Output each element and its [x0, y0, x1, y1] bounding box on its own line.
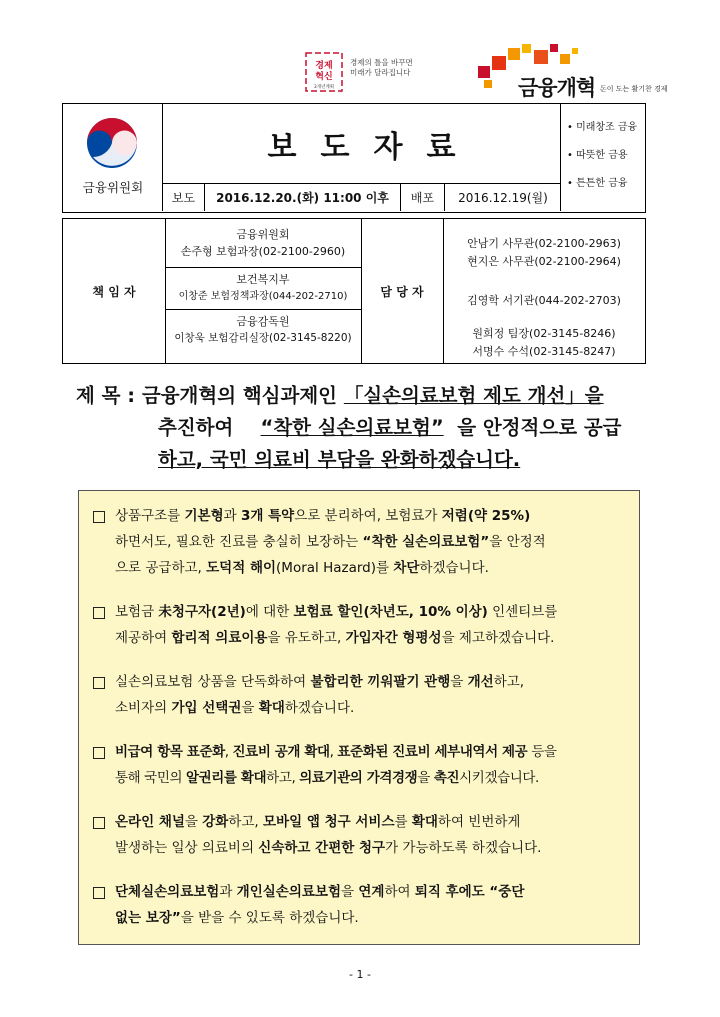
txt: 을: [341, 884, 359, 900]
resp-person: 손주형 보험과장(02-2100-2960): [180, 245, 346, 258]
txt: 저렴(약 25%): [441, 508, 531, 524]
txt: 제공하여: [115, 630, 172, 646]
txt: 을: [417, 770, 434, 786]
txt: 시키겠습니다.: [459, 770, 539, 786]
txt: 하면서도, 필요한 진료를 충실히 보장하는: [115, 534, 363, 550]
press-header: [62, 103, 646, 213]
txt: 을: [450, 674, 468, 690]
txt: 단체실손의료보험: [115, 884, 220, 900]
subject-text: 금융개혁의 핵심과제인: [141, 384, 338, 407]
txt: 을: [241, 700, 259, 716]
bullet-line: [115, 625, 625, 651]
resp-person: 이창욱 보험감리실장(02-3145-8220): [174, 332, 352, 344]
subject-text: “착한 실손의료보험”: [260, 416, 444, 439]
agency-cell: [63, 104, 163, 211]
slogan-item: • 튼튼한 금융: [567, 178, 628, 189]
txt: 개선: [467, 674, 494, 690]
press-title: 보도자료: [267, 129, 480, 165]
txt: 으로 공급하고,: [115, 560, 207, 576]
resp-org: 금융위원회: [236, 228, 290, 241]
subject-text: 추진하여: [158, 416, 234, 439]
fin-brand-title: 금융개혁: [518, 76, 596, 100]
resp-person: 이창준 보험정책과장(044-202-2710): [178, 291, 348, 302]
subject-label: 제 목 :: [76, 384, 136, 407]
txt: 상품구조를: [115, 508, 185, 524]
txt: 확대: [411, 814, 438, 830]
staff-label: 담 당 자: [380, 284, 424, 299]
txt: 기본형: [184, 508, 224, 524]
staff-person: 안남기 사무관(02-2100-2963): [467, 237, 621, 250]
summary-item: [93, 599, 625, 651]
txt: 가입자간 형평성: [345, 630, 442, 646]
txt: 불합리한 끼워팔기 관행: [310, 674, 451, 690]
resp-label: 책 임 자: [92, 284, 136, 299]
summary-item: [93, 879, 625, 931]
txt: 을 받을 수 있도록 하겠습니다.: [180, 910, 359, 926]
title-cell: [163, 104, 561, 184]
econ-slogan-line1: 경제의 틀을 바꾸면: [350, 58, 413, 67]
txt: 모바일 앱 청구 서비스: [263, 814, 395, 830]
svg-text:혁신: 혁신: [315, 72, 333, 82]
resp-row-2: [165, 267, 361, 309]
txt: 보험료 할인(차년도, 10% 이상): [293, 604, 488, 620]
slogan-list: [561, 104, 645, 211]
subject-text: 하고, 국민 의료비 부담을 완화하겠습니다.: [158, 448, 521, 471]
txt: 인센티브를: [487, 604, 558, 620]
page-number: - 1 -: [349, 968, 371, 981]
svg-text:경제: 경제: [315, 61, 333, 71]
slogan-item: • 미래창조 금융: [567, 122, 638, 133]
bullet-line: [115, 503, 625, 529]
txt: 를: [394, 814, 412, 830]
distribute-label: 배포: [401, 184, 445, 211]
subject-line-2: [76, 412, 656, 444]
bullet-line: [115, 669, 625, 695]
distribute-value: 2016.12.19(월): [458, 191, 548, 205]
txt: 을 유도하고,: [267, 630, 346, 646]
staff-person: 원희정 팀장(02-3145-8246): [472, 327, 616, 340]
txt: 을: [184, 814, 203, 830]
txt: 3개 특약: [240, 508, 295, 524]
summary-item: [93, 739, 625, 791]
subject-text: 「실손의료보험 제도 개선」을: [343, 384, 604, 407]
bullet-line: [115, 739, 625, 765]
subject: [76, 380, 656, 476]
bullet-line: [115, 529, 625, 555]
release-row: [163, 184, 561, 211]
bullet-line: [115, 835, 625, 861]
txt: 표준화된 진료비 세부내역서 제공: [337, 744, 528, 760]
txt: 합리적 의료이용: [171, 630, 268, 646]
econ-slogan: [350, 58, 413, 78]
contact-table: [62, 218, 646, 364]
txt: 에 대한: [245, 604, 294, 620]
bullet-line: [115, 809, 625, 835]
txt: 하겠습니다.: [284, 700, 355, 716]
fin-slogan: 돈이 도는 활기찬 경제: [600, 85, 668, 93]
txt: 未청구자(2년): [158, 604, 246, 620]
txt: 하겠습니다.: [419, 560, 489, 576]
txt: ,: [329, 744, 338, 760]
txt: 비급여 항목 표준화: [115, 744, 225, 760]
resp-org: 금융감독원: [236, 315, 290, 328]
txt: 퇴직 후에도: [414, 884, 485, 900]
txt: 을 제고하겠습니다.: [441, 630, 555, 646]
summary-item: [93, 809, 625, 861]
txt: 과: [219, 884, 237, 900]
staff-row-2: [443, 289, 645, 311]
resp-org: 보건복지부: [236, 273, 290, 286]
txt: 확대: [258, 700, 285, 716]
economic-innovation-logo-icon: [303, 50, 345, 94]
release-value: 2016.12.20.(화) 11:00 이후: [205, 184, 401, 211]
bullet-line: [115, 599, 625, 625]
bullet-line: [115, 765, 625, 791]
resp-row-3: [165, 309, 361, 351]
txt: 통해 국민의: [115, 770, 186, 786]
txt: 진료비 공개 확대: [232, 744, 330, 760]
txt: 하여 빈번하게: [437, 814, 521, 830]
txt: 실손의료보험 상품을 단독화하여: [115, 674, 311, 690]
resp-row-1: [165, 219, 361, 267]
top-logos: [0, 44, 720, 104]
svg-text:3개년계획: 3개년계획: [313, 85, 335, 90]
subject-line-1: [76, 380, 656, 412]
txt: 신속하고 간편한 청구: [258, 840, 386, 856]
slogan-item: • 따뜻한 금용: [567, 150, 628, 161]
bullet-line: [115, 879, 625, 905]
txt: 하여: [384, 884, 415, 900]
txt: 없는 보장”: [115, 910, 181, 926]
staff-row-3: [443, 323, 645, 363]
summary-item: [93, 669, 625, 721]
txt: 알권리를 확대: [186, 770, 267, 786]
bullet-line: [115, 555, 625, 581]
txt: 소비자의: [115, 700, 172, 716]
subject-text: 을 안정적으로 공급: [457, 416, 622, 439]
txt: ,: [224, 744, 233, 760]
txt: 하고,: [266, 770, 300, 786]
txt: 촉진: [433, 770, 460, 786]
txt: “착한 실손의료보험”: [362, 534, 490, 550]
staff-row-1: [443, 233, 645, 273]
txt: 의료기관의 가격경쟁: [299, 770, 418, 786]
econ-slogan-line2: 미래가 달라집니다: [350, 68, 411, 77]
txt: 으로 분리하여, 보험료가: [294, 508, 442, 524]
bullet-line: [115, 695, 625, 721]
txt: 등을: [527, 744, 557, 760]
txt: 하고,: [228, 814, 264, 830]
txt: 도덕적 해이: [206, 560, 277, 576]
staff-person: 서명수 수석(02-3145-8247): [472, 345, 616, 358]
txt: 발생하는 일상 의료비의: [115, 840, 259, 856]
summary-box: [78, 490, 640, 945]
txt: “중단: [484, 884, 525, 900]
txt: 가입 선택권: [171, 700, 242, 716]
staff-person: 김영학 서기관(044-202-2703): [467, 294, 621, 307]
txt: (Moral Hazard)를: [276, 560, 394, 576]
txt: 개인실손의료보험: [236, 884, 341, 900]
summary-item: [93, 503, 625, 581]
txt: 차단: [393, 560, 420, 576]
txt: 연계: [358, 884, 385, 900]
staff-person: 현지은 사무관(02-2100-2964): [467, 255, 621, 268]
release-label: 보도: [163, 184, 205, 211]
txt: 을 안정적: [489, 534, 546, 550]
txt: 강화: [202, 814, 229, 830]
txt: 온라인 채널: [115, 814, 185, 830]
agency-name: 금융위원회: [82, 180, 144, 195]
government-emblem-icon: [85, 116, 139, 170]
txt: 가 가능하도록 하겠습니다.: [385, 840, 542, 856]
bullet-line: [115, 905, 625, 931]
txt: 과: [223, 508, 241, 524]
txt: 하고,: [493, 674, 525, 690]
subject-line-3: [76, 444, 656, 476]
txt: 보험금: [115, 604, 159, 620]
